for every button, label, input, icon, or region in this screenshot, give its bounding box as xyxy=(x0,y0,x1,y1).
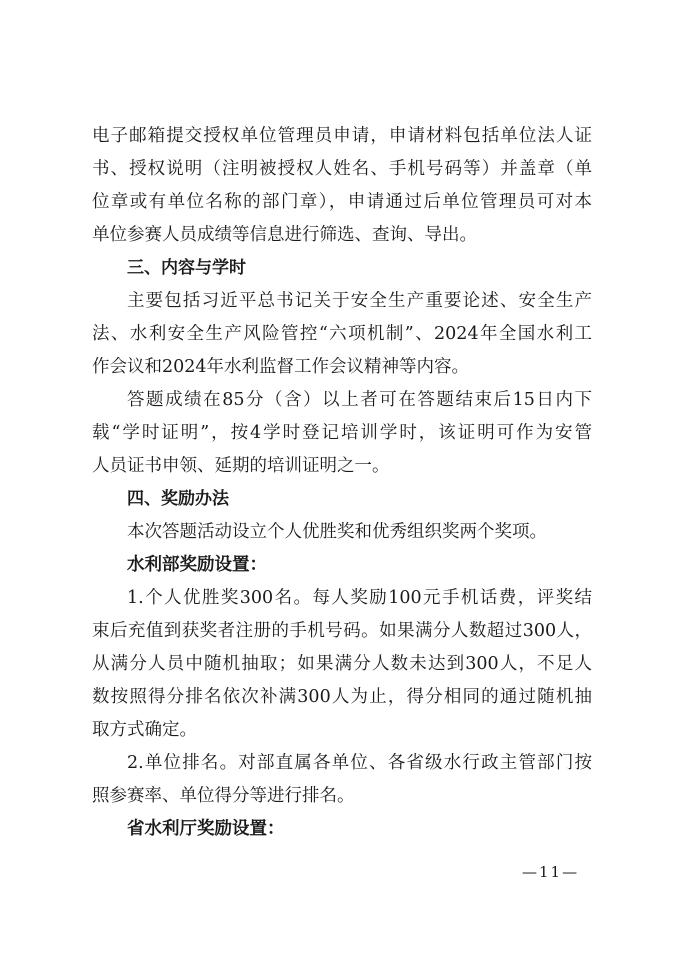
section-heading-content-hours: 三、内容与学时 xyxy=(127,258,246,278)
section-heading-rewards: 四、奖励办法 xyxy=(127,489,229,509)
paragraph-line: 照参赛率、单位得分等进行排名。 xyxy=(92,786,355,806)
paragraph-line: 法、水利安全生产风险管控“六项机制”、2024年全国水利工 xyxy=(92,324,592,344)
paragraph-line: 人员证书申领、延期的培训证明之一。 xyxy=(92,456,390,476)
paragraph-line: 作会议和2024年水利监督工作会议精神等内容。 xyxy=(92,357,470,377)
paragraph-line: 束后充值到获奖者注册的手机号码。如果满分人数超过300人， xyxy=(92,621,592,641)
paragraph-line: 1.个人优胜奖300名。每人奖励100元手机话费，评奖结 xyxy=(127,588,592,608)
subheading-ministry-rewards: 水利部奖励设置： xyxy=(127,555,267,575)
paragraph-line: 书、授权说明（注明被授权人姓名、手机号码等）并盖章（单 xyxy=(92,159,592,179)
paragraph-line: 位章或有单位名称的部门章），申请通过后单位管理员可对本 xyxy=(92,192,592,212)
paragraph-line: 答题成绩在85分（含）以上者可在答题结束后15日内下 xyxy=(127,390,592,410)
paragraph-line: 载“学时证明”，按4学时登记培训学时，该证明可作为安管 xyxy=(92,423,592,443)
paragraph-line: 本次答题活动设立个人优胜奖和优秀组织奖两个奖项。 xyxy=(127,522,547,542)
paragraph-line: 单位参赛人员成绩等信息进行筛选、查询、导出。 xyxy=(92,225,477,245)
document-body xyxy=(92,120,592,846)
subheading-provincial-rewards: 省水利厅奖励设置： xyxy=(127,819,285,839)
paragraph-line: 取方式确定。 xyxy=(92,720,197,740)
paragraph-line: 从满分人员中随机抽取；如果满分人数未达到300人，不足人 xyxy=(92,654,592,674)
paragraph-line: 数按照得分排名依次补满300人为止，得分相同的通过随机抽 xyxy=(92,687,592,707)
paragraph-line: 主要包括习近平总书记关于安全生产重要论述、安全生产 xyxy=(127,291,592,311)
paragraph-line: 2.单位排名。对部直属各单位、各省级水行政主管部门按 xyxy=(127,753,592,773)
paragraph-line: 电子邮箱提交授权单位管理员申请，申请材料包括单位法人证 xyxy=(92,126,592,146)
page-number: —11— xyxy=(522,863,580,881)
